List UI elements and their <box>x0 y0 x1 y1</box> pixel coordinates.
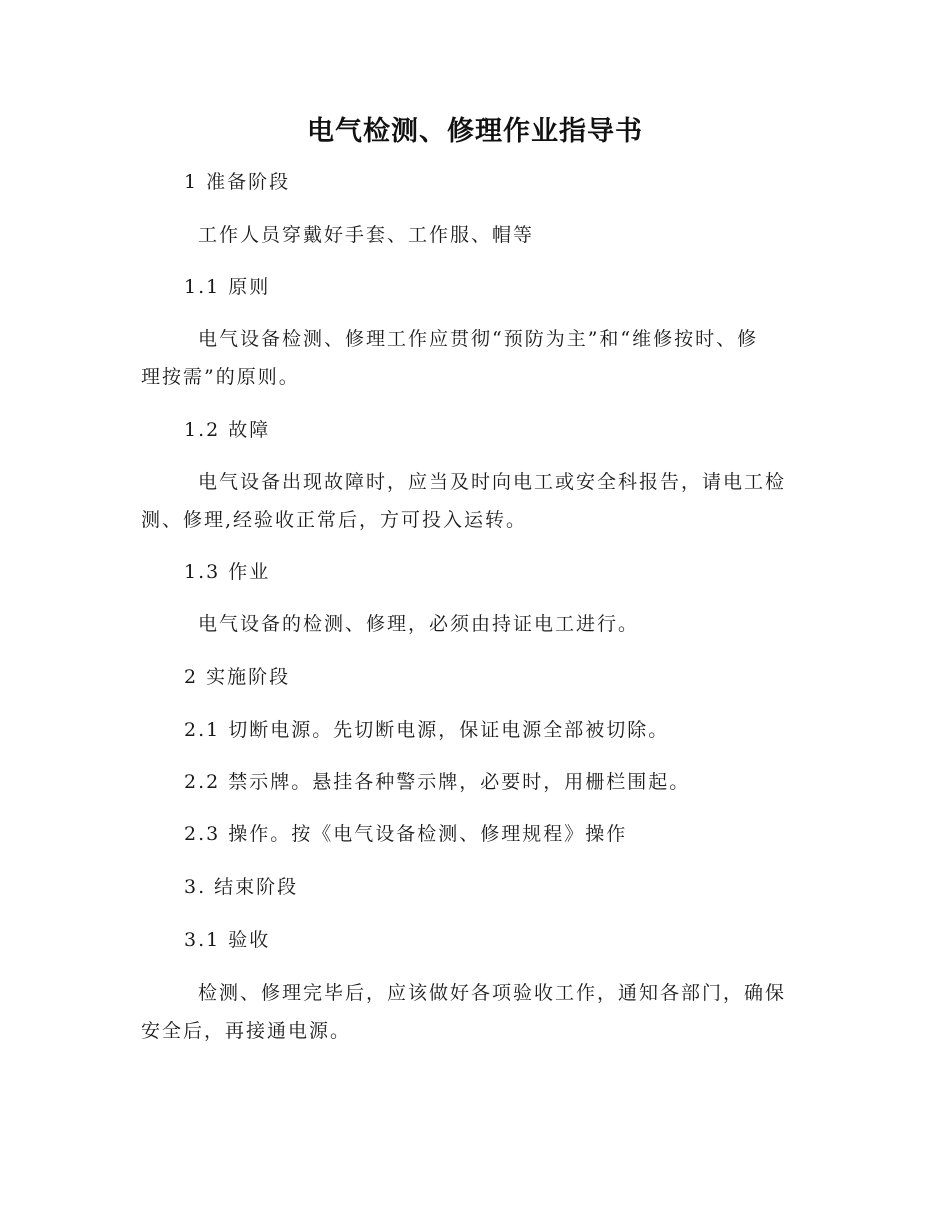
section-2-item-1: 2.1 切断电源。先切断电源，保证电源全部被切除。 <box>184 719 670 741</box>
section-1-3-heading: 1.3 作业 <box>184 561 271 583</box>
section-2-item-2: 2.2 禁示牌。悬挂各种警示牌，必要时，用栅栏围起。 <box>184 771 691 793</box>
section-1-1-text-line1: 电气设备检测、修理工作应贯彻“预防为主”和“维修按时、修 <box>198 328 759 350</box>
section-1-2-heading: 1.2 故障 <box>184 419 271 441</box>
section-3-1-heading: 3.1 验收 <box>184 929 271 951</box>
section-1-1-text-line2: 理按需”的原则。 <box>141 366 300 388</box>
section-1-1-heading: 1.1 原则 <box>184 276 271 298</box>
section-1-2-text-line2: 测、修理,经验收正常后，方可投入运转。 <box>141 509 528 531</box>
section-2-heading: 2 实施阶段 <box>184 666 291 688</box>
section-1-heading: 1 准备阶段 <box>184 171 291 193</box>
document-title: 电气检测、修理作业指导书 <box>307 116 643 147</box>
section-3-1-text-line1: 检测、修理完毕后，应该做好各项验收工作，通知各部门，确保 <box>198 982 787 1004</box>
section-1-2-text-line1: 电气设备出现故障时，应当及时向电工或安全科报告，请电工检 <box>198 471 787 493</box>
section-2-item-3: 2.3 操作。按《电气设备检测、修理规程》操作 <box>184 823 628 845</box>
section-3-1-text-line2: 安全后，再接通电源。 <box>141 1020 352 1042</box>
section-3-heading: 3. 结束阶段 <box>184 876 299 898</box>
section-1-text: 工作人员穿戴好手套、工作服、帽等 <box>198 224 535 246</box>
section-1-3-text: 电气设备的检测、修理，必须由持证电工进行。 <box>198 613 640 635</box>
